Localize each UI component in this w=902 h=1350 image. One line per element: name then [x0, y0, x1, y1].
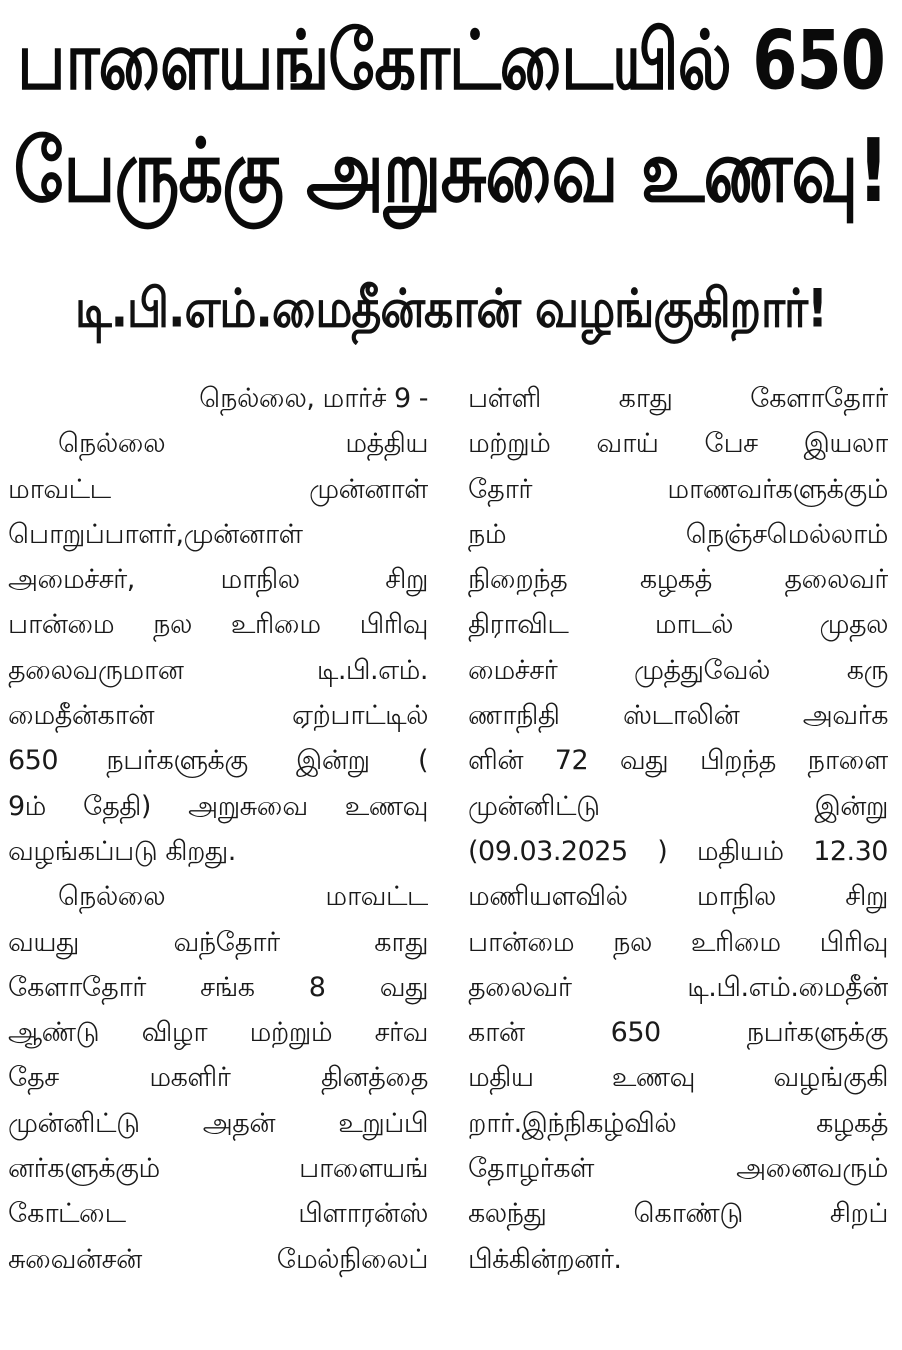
paragraph-line: சுவைன்சன் மேல்நிலைப் — [8, 1243, 428, 1275]
headline-line-1: பாளையங்கோட்டையில் 650 — [17, 14, 885, 109]
paragraph-line: பிக்கின்றனர். — [468, 1243, 622, 1275]
paragraph-line: தலைவருமான டி.பி.எம். — [8, 654, 428, 686]
paragraph-line: பான்மை நல உரிமை பிரிவு — [8, 609, 428, 641]
paragraph-line: ஆண்டு விழா மற்றும் சர்வ — [8, 1017, 428, 1049]
paragraph-line: பொறுப்பாளர்,முன்னாள் — [8, 518, 303, 550]
paragraph-line: நெல்லை மாவட்ட — [58, 881, 428, 913]
paragraph-line: கலந்து கொண்டு சிறப் — [468, 1198, 888, 1230]
paragraph-line: றார்.இந்நிகழ்வில் கழகத் — [468, 1107, 888, 1139]
paragraph-line: தோழர்கள் அனைவரும் — [468, 1153, 888, 1185]
paragraph-line: பான்மை நல உரிமை பிரிவு — [468, 926, 888, 958]
article-left-column — [8, 376, 428, 1282]
paragraph-line: முன்னிட்டு இன்று — [468, 790, 888, 822]
paragraph-line: கேளாதோர் சங்க 8 வது — [8, 971, 428, 1003]
paragraph-line: தலைவர் டி.பி.எம்.மைதீன் — [468, 971, 888, 1003]
paragraph-line: கான் 650 நபர்களுக்கு — [468, 1017, 888, 1049]
paragraph-line: மைதீன்கான் ஏற்பாட்டில் — [8, 700, 428, 732]
headline-line-2: பேருக்கு அறுசுவை உணவு! — [13, 119, 889, 223]
paragraph-line: வழங்கப்படு கிறது. — [8, 835, 236, 867]
paragraph-line: முன்னிட்டு அதன் உறுப்பி — [8, 1107, 428, 1139]
paragraph-line: மைச்சர் முத்துவேல் கரு — [468, 654, 888, 686]
paragraph-line: நெல்லை மத்திய — [58, 428, 428, 460]
paragraph-line: மற்றும் வாய் பேச இயலா — [468, 428, 888, 460]
paragraph-line: தோர் மாணவர்களுக்கும் — [468, 473, 888, 505]
paragraph-line: 650 நபர்களுக்கு இன்று ( — [8, 745, 428, 777]
paragraph-line: கோட்டை பிளாரன்ஸ் — [8, 1198, 428, 1230]
paragraph-line: னர்களுக்கும் பாளையங் — [8, 1153, 428, 1185]
paragraph-line: மதிய உணவு வழங்குகி — [468, 1062, 888, 1094]
paragraph-line: நம் நெஞ்சமெல்லாம் — [468, 518, 888, 550]
paragraph-line: திராவிட மாடல் முதல — [468, 609, 888, 641]
paragraph-line: ளின் 72 வது பிறந்த நாளை — [468, 745, 888, 777]
article-right-column — [468, 376, 888, 1282]
paragraph-line: வயது வந்தோர் காது — [8, 926, 428, 958]
dateline: நெல்லை, மார்ச் 9 - — [199, 383, 428, 414]
paragraph-line: மாவட்ட முன்னாள் — [8, 473, 428, 505]
paragraph-line: பள்ளி காது கேளாதோர் — [468, 383, 888, 414]
subheadline: டி.பி.எம்.மைதீன்கான் வழங்குகிறார்! — [74, 276, 828, 340]
paragraph-line: அமைச்சர், மாநில சிறு — [8, 564, 428, 596]
paragraph-line: ணாநிதி ஸ்டாலின் அவர்க — [468, 700, 888, 732]
paragraph-line: 9ம் தேதி) அறுசுவை உணவு — [8, 790, 428, 822]
paragraph-line: மணியளவில் மாநில சிறு — [468, 881, 888, 913]
paragraph-line: (09.03.2025 ) மதியம் 12.30 — [468, 835, 888, 867]
paragraph-line: தேச மகளிர் தினத்தை — [8, 1062, 428, 1094]
paragraph-line: நிறைந்த கழகத் தலைவர் — [468, 564, 888, 596]
